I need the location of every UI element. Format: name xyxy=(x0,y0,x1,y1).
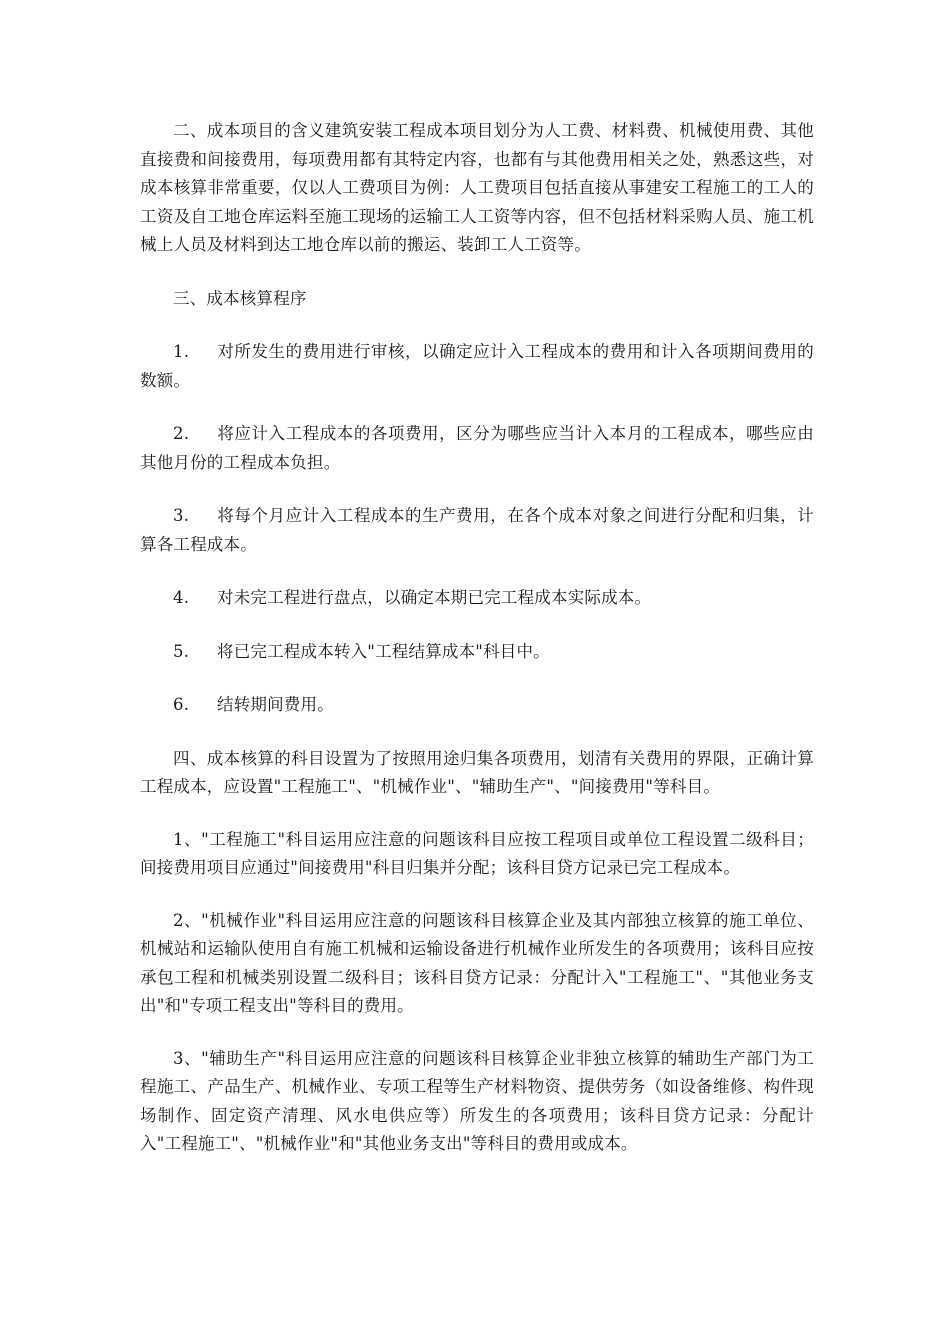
step-item xyxy=(140,338,814,395)
step-item xyxy=(140,691,814,720)
step-item xyxy=(140,638,814,667)
step-item xyxy=(140,420,814,477)
step-text: 将每个月应计入工程成本的生产费用，在各个成本对象之间进行分配和归集，计算各工程成本。 xyxy=(140,506,814,554)
step-number: 3. xyxy=(173,506,190,525)
section-4-item: 3、"辅助生产"科目运用应注意的问题该科目核算企业非独立核算的辅助生产部门为工程施工、产品生产、机械作业、专项工程等生产材料物资、提供劳务（如设备维修、构件现场制作、固定资产清理、风水电供应等）所发生的各项费用；该科目贷方记录：分配计入"工程施工"、"机械作业"和"其他业务支出"等科目的费用或成本。 xyxy=(140,1048,814,1153)
step-number: 2. xyxy=(173,424,190,443)
step-item xyxy=(140,584,814,613)
step-text: 将应计入工程成本的各项费用，区分为哪些应当计入本月的工程成本，哪些应由其他月份的工程成本负担。 xyxy=(140,424,814,472)
step-text: 结转期间费用。 xyxy=(217,695,334,714)
section-4-item: 2、"机械作业"科目运用应注意的问题该科目核算企业及其内部独立核算的施工单位、机械站和运输队使用自有施工机械和运输设备进行机械作业所发生的各项费用；该科目应按承包工程和机械类别设置二级科目；该科目贷方记录：分配计入"工程施工"、"其他业务支出"和"专项工程支出"等科目的费用。 xyxy=(140,910,814,1015)
step-text: 对未完工程进行盘点，以确定本期已完工程成本实际成本。 xyxy=(217,588,652,607)
section-3-heading: 三、成本核算程序 xyxy=(173,288,307,308)
section-4-intro: 四、成本核算的科目设置为了按照用途归集各项费用，划清有关费用的界限，正确计算工程成本，应设置"工程施工"、"机械作业"、"辅助生产"、"间接费用"等科目。 xyxy=(140,748,814,796)
step-text: 将已完工程成本转入"工程结算成本"科目中。 xyxy=(217,641,550,661)
step-number: 1. xyxy=(173,342,190,361)
section-2-paragraph: 二、成本项目的含义建筑安装工程成本项目划分为人工费、材料费、机械使用费、其他直接费和间接费用，每项费用都有其特定内容，也都有与其他费用相关之处，熟悉这些，对成本核算非常重要，仅以人工费项目为例：人工费项目包括直接从事建安工程施工的工人的工资及自工地仓库运料至施工现场的运输工人工资等内容，但不包括材料采购人员、施工机械上人员及材料到达工地仓库以前的搬运、装卸工人工资等。 xyxy=(140,121,814,254)
document-body xyxy=(140,117,814,1159)
step-number: 5. xyxy=(173,641,190,661)
step-number: 4. xyxy=(173,588,190,607)
step-text: 对所发生的费用进行审核，以确定应计入工程成本的费用和计入各项期间费用的数额。 xyxy=(140,342,814,390)
section-4-item: 1、"工程施工"科目运用应注意的问题该科目应按工程项目或单位工程设置二级科目；间接费用项目应通过"间接费用"科目归集并分配；该科目贷方记录已完工程成本。 xyxy=(140,829,814,877)
step-number: 6. xyxy=(173,695,190,714)
step-item xyxy=(140,502,814,559)
